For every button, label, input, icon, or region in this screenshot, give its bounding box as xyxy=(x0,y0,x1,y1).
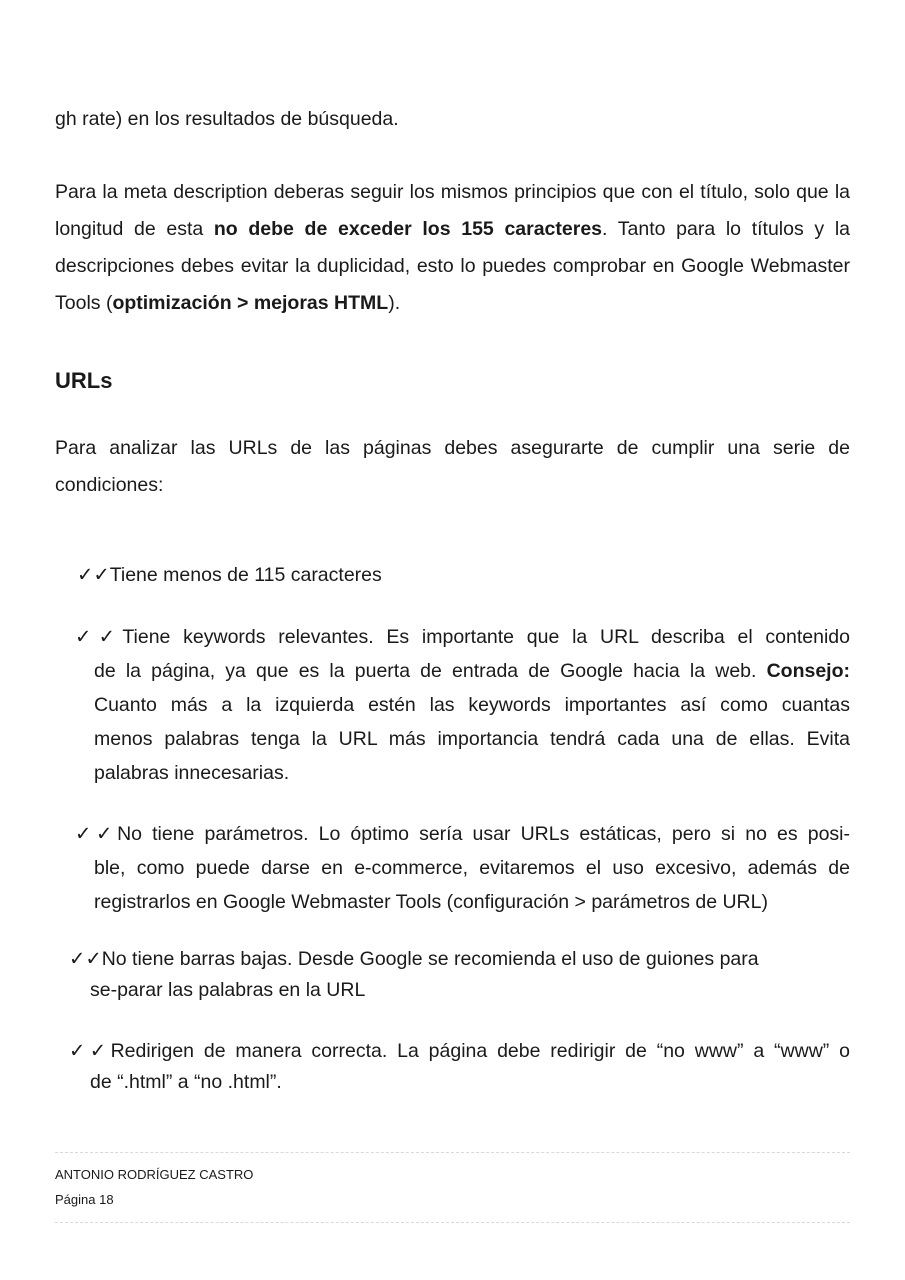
checkmark-icon: ✓✓ xyxy=(69,1039,111,1062)
check-item-text: Tiene menos de 115 caracteres xyxy=(109,564,382,586)
intro-line: gh rate) en los resultados de búsqueda. xyxy=(55,108,399,130)
check-item-text: registrarlos en Google Webmaster Tools (configuración > parámetros de URL) xyxy=(94,891,768,913)
meta-description-paragraph xyxy=(55,174,850,322)
meta-bold-2: optimización > mejoras HTML xyxy=(112,292,389,314)
check-list-item xyxy=(69,943,850,1006)
footer-author: ANTONIO RODRÍGUEZ CASTRO xyxy=(55,1167,254,1182)
meta-bold-1: no debe de exceder los 155 caracteres xyxy=(213,218,603,240)
check-item-text: No tiene parámetros. Lo óptimo sería usar URLs estáticas, pero si no es posi- xyxy=(117,823,850,845)
urls-intro-paragraph: Para analizar las URLs de las páginas debes asegurarte de cumplir una serie de condiciones: xyxy=(55,437,850,496)
check-item-text: No tiene barras bajas. Desde Google se recomienda el uso de guiones para xyxy=(101,948,759,970)
footer-divider-bottom xyxy=(55,1222,850,1223)
check-list-item xyxy=(75,620,850,790)
footer-divider-top xyxy=(55,1152,850,1153)
document-page xyxy=(55,0,850,1280)
section-heading-urls: URLs xyxy=(55,368,113,393)
check-item-text: ble, como puede darse en e-commerce, evitaremos el uso excesivo, además de xyxy=(94,857,850,879)
meta-text-2: . Tanto para lo títulos y la descripciones debes evitar la duplicidad, esto lo puedes comprobar en Google Webmaster Tools ( xyxy=(55,218,850,314)
check-item-text: Redirigen de manera correcta. La página debe redirigir de “no www” a “www” o xyxy=(110,1040,850,1062)
check-item-text: se-parar las palabras en la URL xyxy=(90,979,366,1001)
check-item-text: Tiene keywords relevantes. Es importante que la URL describa el contenido xyxy=(122,626,850,648)
check-list-item xyxy=(75,817,850,919)
checkmark-icon: ✓✓ xyxy=(69,947,102,970)
check-item-text: Cuanto más a la izquierda estén las keywords importantes así como cuantas xyxy=(94,694,850,716)
check-list-item xyxy=(69,1035,850,1098)
checkmark-icon: ✓✓ xyxy=(77,563,110,586)
check-item-text: de “.html” a “no .html”. xyxy=(90,1071,282,1093)
checkmark-icon: ✓✓ xyxy=(75,625,123,648)
meta-text-1: Para la meta description deberas seguir los mismos principios que con el título, solo que la longitud de esta xyxy=(55,181,850,240)
check-item-text: palabras innecesarias. xyxy=(94,762,290,784)
check-item-text: de la página, ya que es la puerta de entrada de Google hacia la web. xyxy=(94,660,767,682)
check-list-item xyxy=(77,558,850,592)
check-item-text: menos palabras tenga la URL más importancia tendrá cada una de ellas. Evita xyxy=(94,728,850,750)
advice-label: Consejo: xyxy=(766,660,850,682)
checkmark-icon: ✓✓ xyxy=(75,822,118,845)
footer-page-number: Página 18 xyxy=(55,1192,114,1207)
meta-text-3: ). xyxy=(388,292,401,314)
